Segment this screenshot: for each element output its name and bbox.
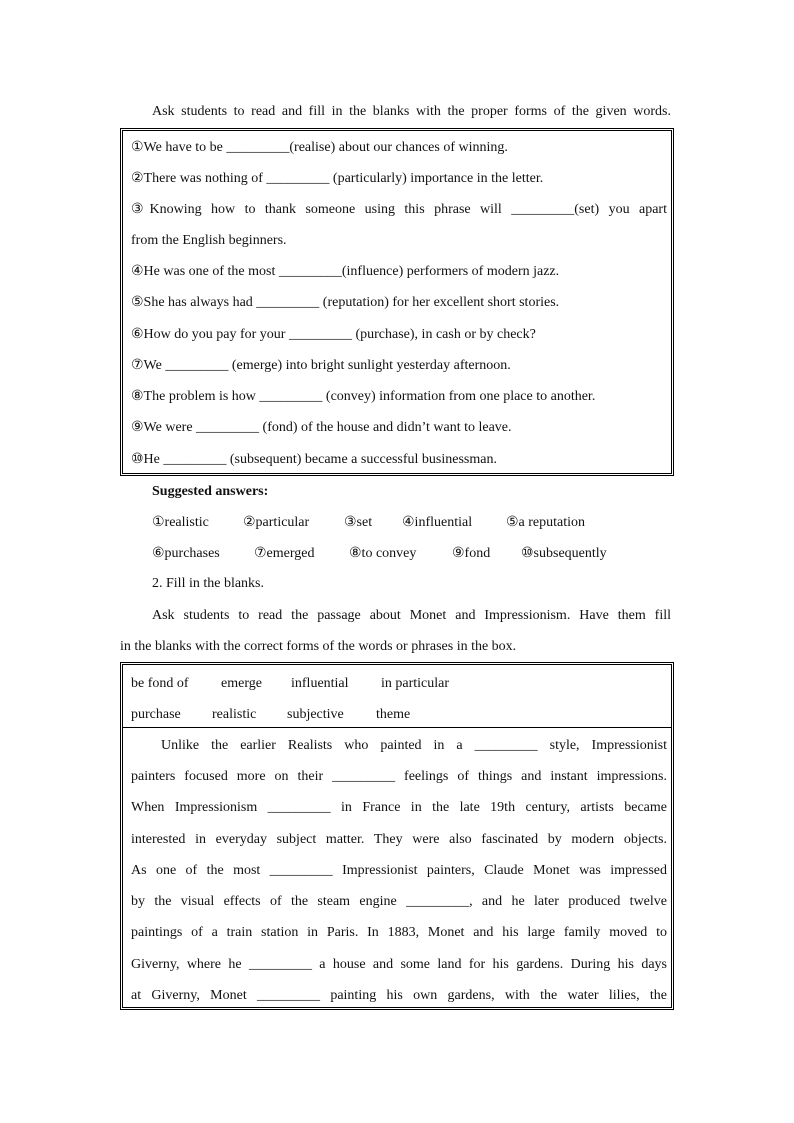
- exercise-item-6: ⑥How do you pay for your _________ (purchase), in cash or by check?: [131, 327, 536, 342]
- answer-10: ⑩subsequently: [521, 546, 607, 561]
- exercise-item-3-continued: from the English beginners.: [131, 233, 287, 248]
- exercise-item-9: ⑨We were _________ (fond) of the house and didn’t want to leave.: [131, 420, 512, 435]
- exercise-item-10: ⑩He _________ (subsequent) became a successful businessman.: [131, 452, 497, 467]
- answer-1: ①realistic: [152, 515, 209, 530]
- answer-8: ⑧to convey: [349, 546, 417, 561]
- exercise-item-3: ③Knowing how to thank someone using this phrase will _________(set) you apart: [131, 202, 667, 217]
- exercise-item-4: ④He was one of the most _________(influence) performers of modern jazz.: [131, 264, 560, 279]
- word-emerge: emerge: [221, 676, 262, 691]
- word-subjective: subjective: [287, 707, 344, 722]
- passage-line-7: paintings of a train station in Paris. In 1883, Monet and his large family moved to: [131, 925, 667, 940]
- exercise-1-box: [120, 128, 674, 476]
- passage-line-8: Giverny, where he _________ a house and some land for his gardens. During his days: [131, 957, 667, 972]
- passage-line-4: interested in everyday subject matter. They were also fascinated by modern objects.: [131, 832, 667, 847]
- exercise-1-intro: Ask students to read and fill in the blanks with the proper forms of the given words.: [152, 104, 671, 119]
- section-2-intro: Ask students to read the passage about Monet and Impressionism. Have them fill: [152, 608, 671, 623]
- word-realistic: realistic: [212, 707, 257, 722]
- answer-4: ④influential: [402, 515, 473, 530]
- answer-2: ②particular: [243, 515, 310, 530]
- answer-3: ③set: [344, 515, 373, 530]
- exercise-item-8: ⑧The problem is how _________ (convey) information from one place to another.: [131, 389, 596, 404]
- section-2-title: 2. Fill in the blanks.: [152, 576, 264, 591]
- exercise-item-7: ⑦We _________ (emerge) into bright sunlight yesterday afternoon.: [131, 358, 511, 373]
- passage-line-9: at Giverny, Monet _________ painting his own gardens, with the water lilies, the: [131, 988, 667, 1003]
- answer-6: ⑥purchases: [152, 546, 220, 561]
- word-box-divider: [123, 727, 671, 728]
- passage-box: [120, 662, 674, 1010]
- suggested-answers-title: Suggested answers:: [152, 484, 269, 499]
- answer-5: ⑤a reputation: [506, 515, 586, 530]
- exercise-item-5: ⑤She has always had _________ (reputation) for her excellent short stories.: [131, 295, 560, 310]
- section-2-intro-continued: in the blanks with the correct forms of the words or phrases in the box.: [120, 639, 517, 654]
- word-box-row-2: [131, 707, 410, 723]
- passage-line-6: by the visual effects of the steam engine _________, and he later produced twelve: [131, 894, 667, 909]
- word-purchase: purchase: [131, 707, 181, 722]
- word-box-row-1: [131, 676, 449, 692]
- word-influential: influential: [291, 676, 349, 691]
- exercise-item-2: ②There was nothing of _________ (particularly) importance in the letter.: [131, 171, 544, 186]
- exercise-item-1: ①We have to be _________(realise) about our chances of winning.: [131, 140, 508, 155]
- word-in-particular: in particular: [381, 676, 450, 691]
- passage-line-2: painters focused more on their _________ feelings of things and instant impressions.: [131, 769, 667, 784]
- passage-line-1: Unlike the earlier Realists who painted in a _________ style, Impressionist: [161, 738, 667, 753]
- passage-line-5: As one of the most _________ Impressionist painters, Claude Monet was impressed: [131, 863, 667, 878]
- word-be-fond-of: be fond of: [131, 676, 189, 691]
- answer-7: ⑦emerged: [254, 546, 315, 561]
- answer-9: ⑨fond: [452, 546, 491, 561]
- passage-line-3: When Impressionism _________ in France in the late 19th century, artists became: [131, 800, 667, 815]
- word-theme: theme: [376, 707, 411, 722]
